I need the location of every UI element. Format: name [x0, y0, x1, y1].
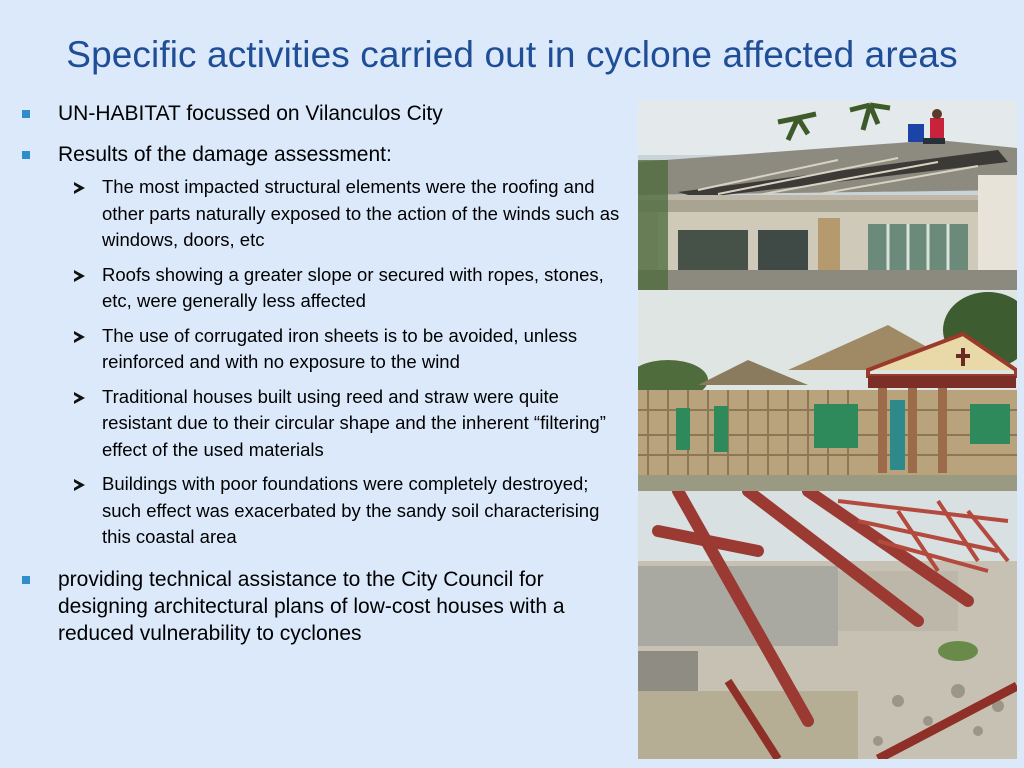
bullet-item	[20, 566, 625, 647]
square-bullet-icon	[22, 151, 30, 159]
collapsed-structure-photo	[638, 491, 1017, 759]
sub-bullet-item	[58, 323, 625, 376]
arrow-bullet-icon	[74, 479, 85, 491]
sub-bullet-item	[58, 262, 625, 315]
bullet-list	[20, 100, 625, 647]
bullet-text: Results of the damage assessment:	[58, 143, 392, 166]
sub-bullet-text: The use of corrugated iron sheets is to be avoided, unless reinforced and with no exposure to the wind	[102, 324, 578, 372]
damaged-roof-photo	[638, 100, 1017, 290]
reed-house-photo	[638, 290, 1017, 491]
arrow-bullet-icon	[74, 270, 85, 282]
bullet-text: UN-HABITAT focussed on Vilanculos City	[58, 102, 443, 125]
arrow-bullet-icon	[74, 182, 85, 194]
sub-bullet-text: Traditional houses built using reed and straw were quite resistant due to their circular shape and the inherent “filtering” effect of the used materials	[102, 385, 606, 460]
sub-bullet-text: Buildings with poor foundations were completely destroyed; such effect was exacerbated by the sandy soil characterising this coastal area	[102, 473, 600, 547]
bullet-list-area	[20, 100, 625, 662]
square-bullet-icon	[22, 576, 30, 584]
bullet-text: providing technical assistance to the City Council for designing architectural plans of low-cost houses with a reduced vulnerability to cyclones	[58, 567, 565, 645]
bullet-item	[20, 100, 625, 127]
sub-bullet-text: Roofs showing a greater slope or secured with ropes, stones, etc, were generally less affected	[102, 263, 604, 311]
sub-bullet-item	[58, 471, 625, 551]
slide-title: Specific activities carried out in cyclone affected areas	[66, 34, 958, 75]
sub-bullet-item	[58, 384, 625, 464]
photo-column	[638, 100, 1017, 759]
square-bullet-icon	[22, 110, 30, 118]
sub-bullet-text: The most impacted structural elements were the roofing and other parts naturally exposed to the action of the winds such as windows, doors, etc	[102, 176, 620, 250]
sub-bullet-list	[58, 174, 625, 551]
sub-bullet-item	[58, 174, 625, 254]
arrow-bullet-icon	[74, 392, 85, 404]
bullet-item	[20, 141, 625, 551]
arrow-bullet-icon	[74, 331, 85, 343]
